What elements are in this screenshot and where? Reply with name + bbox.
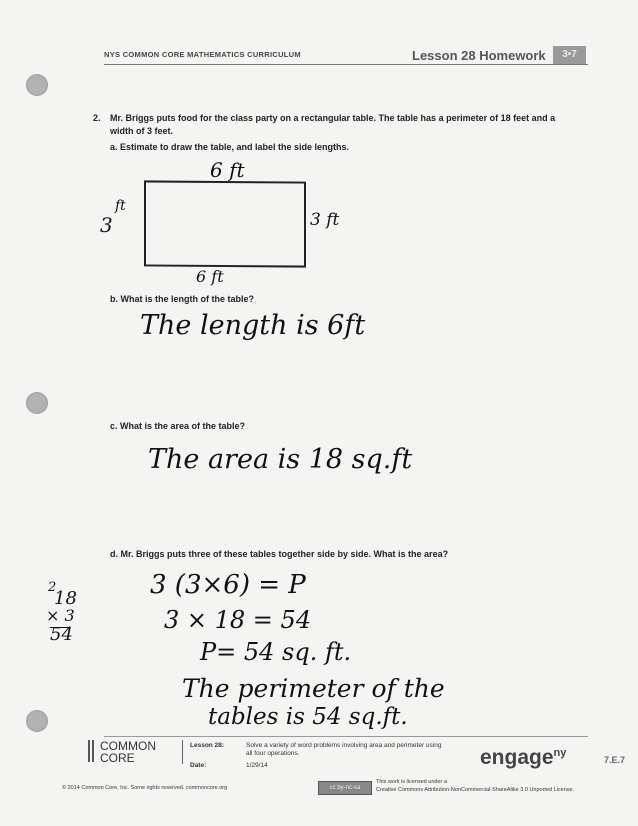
common-core-logo-text [100,740,156,764]
punch-hole [26,74,48,96]
problem-number: 2. [93,113,101,123]
side-calc-result: 54 [50,624,73,645]
part-a-question: a. Estimate to draw the table, and label the side lengths. [110,142,350,152]
curriculum-title: NYS COMMON CORE MATHEMATICS CURRICULUM [104,50,301,59]
engage-text: engage [480,746,554,769]
problem-text-line1: Mr. Briggs puts food for the class party on a rectangular table. The table has a perimeter of 18 feet and a [110,113,556,123]
punch-hole [26,392,48,414]
rect-top-label: 6 ft [210,158,245,182]
common-core-logo-bars [88,740,96,762]
part-d-question: d. Mr. Briggs puts three of these tables together side by side. What is the area? [110,549,449,559]
license-line-2[interactable]: Creative Commons Attribution-NonCommercial-ShareAlike 3.0 Unported License. [376,787,575,793]
work-line-4: The perimeter of the [182,674,445,703]
header-rule [104,64,588,65]
footer-date-label: Date: [190,762,207,769]
answer-b: The length is 6ft [140,310,366,341]
logo-common: COMMON [100,739,156,753]
footer-lesson-label: Lesson 28: [190,742,224,749]
lesson-code-badge: 3•7 [553,46,586,64]
lesson-title: Lesson 28 Homework [412,48,546,63]
rect-bottom-label: 6 ft [196,267,224,286]
rect-right-label: 3 ft [310,210,340,230]
answer-c: The area is 18 sq.ft [148,444,413,475]
work-line-2: 3 × 18 = 54 [164,606,312,634]
rect-left-label-num: 3 [100,213,113,237]
page-code: 7.E.7 [604,755,626,765]
table-rectangle-drawing [144,180,306,267]
license-line-1: This work is licensed under a [376,779,447,785]
footer-lesson-desc: Solve a variety of word problems involving area and perimeter using all four operations. [246,742,442,757]
footer-rule [104,736,588,737]
part-c-question: c. What is the area of the table? [110,421,246,431]
work-line-3: P= 54 sq. ft. [200,638,352,666]
rect-left-label-unit: ft [115,198,126,214]
work-line-5: tables is 54 sq.ft. [208,704,408,730]
problem-text-line2: width of 3 feet. [110,126,173,136]
side-calc-carry: 2 [48,580,57,595]
creative-commons-badge-icon: cc by-nc-sa [318,781,372,795]
engage-ny-logo [480,746,566,770]
punch-hole [26,710,48,732]
engage-sup: ny [553,747,567,759]
side-calc-multiplier: × 3 [46,606,75,625]
footer-copyright: © 2014 Common Core, Inc. Some rights reserved. commoncore.org [62,785,228,791]
side-calc-top: 18 [54,588,77,609]
footer-date-value: 1/29/14 [246,762,268,769]
logo-core: CORE [100,751,135,765]
footer-separator [182,740,183,764]
part-b-question: b. What is the length of the table? [110,294,254,304]
work-line-1: 3 (3×6) = P [150,570,306,600]
